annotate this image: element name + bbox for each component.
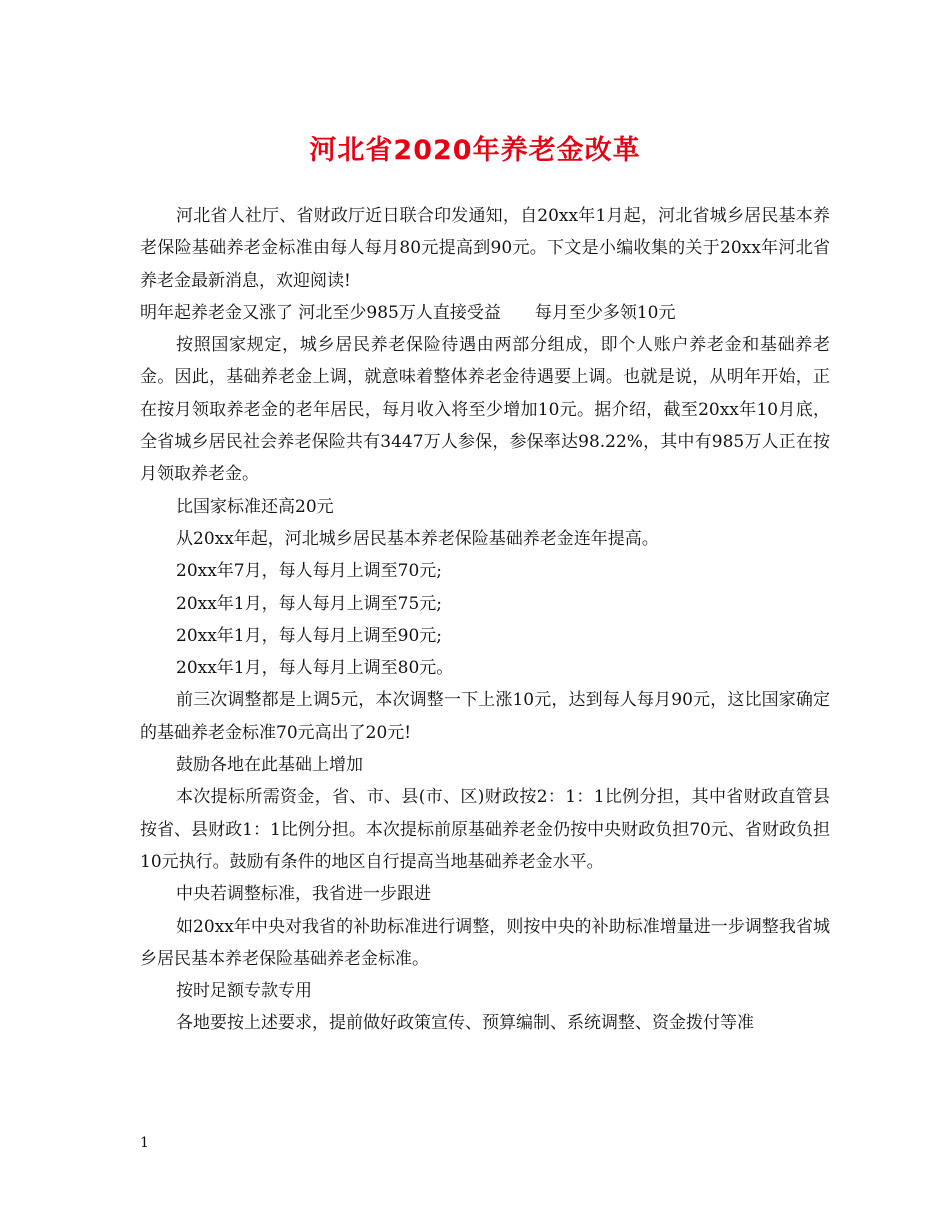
subheading-encourage-local: 鼓励各地在此基础上增加	[176, 755, 363, 776]
paragraph-annual-raise: 从20xx年起，河北城乡居民基本养老保险基础养老金连年提高。	[176, 528, 659, 549]
document-body	[140, 200, 830, 1040]
document-title: 河北省2020年养老金改革	[309, 135, 641, 166]
list-item-raise-4: 20xx年1月，每人每月上调至80元。	[176, 658, 454, 679]
subheading-follow-central: 中央若调整标准，我省进一步跟进	[176, 884, 431, 905]
paragraph-national-rules: 按照国家规定，城乡居民养老保险待遇由两部分组成，即个人账户养老金和基础养老金。因此，基础养老金上调，就意味着整体养老金待遇要上调。也就是说，从明年开始，正在按月领取养老金的老年居民，每月收入将至少增加10元。据介绍，截至20xx年10月底，全省城乡居民社会养老保险共有3447万人参保，参保率达98.22%，其中有985万人正在按月领取养老金。	[140, 335, 830, 485]
paragraph-central-adjustment: 如20xx年中央对我省的补助标准进行调整，则按中央的补助标准增量进一步调整我省城乡居民基本养老保险基础养老金标准。	[140, 916, 830, 969]
list-item-raise-2: 20xx年1月，每人每月上调至75元;	[176, 593, 442, 614]
subheading-dedicated-funds: 按时足额专款专用	[176, 981, 312, 1002]
subheading-higher-than-national: 比国家标准还高20元	[176, 496, 334, 517]
paragraph-adjustment-summary: 前三次调整都是上调5元，本次调整一下上涨10元，达到每人每月90元，这比国家确定的基础养老金标准70元高出了20元!	[140, 690, 830, 743]
list-item-raise-3: 20xx年1月，每人每月上调至90元;	[176, 625, 442, 646]
page-number: 1	[140, 1135, 149, 1151]
paragraph-headline: 明年起养老金又涨了 河北至少985万人直接受益 每月至少多领10元	[140, 302, 676, 323]
paragraph-local-preparation: 各地要按上述要求，提前做好政策宣传、预算编制、系统调整、资金拨付等准	[176, 1013, 754, 1034]
paragraph-funding-share: 本次提标所需资金，省、市、县(市、区)财政按2：1：1比例分担，其中省财政直管县按省、县财政1：1比例分担。本次提标前原基础养老金仍按中央财政负担70元、省财政负担10元执行。鼓励有条件的地区自行提高当地基础养老金水平。	[140, 787, 830, 872]
list-item-raise-1: 20xx年7月，每人每月上调至70元;	[176, 561, 442, 582]
paragraph-intro: 河北省人社厅、省财政厅近日联合印发通知，自20xx年1月起，河北省城乡居民基本养老保险基础养老金标准由每人每月80元提高到90元。下文是小编收集的关于20xx年河北省养老金最新消息，欢迎阅读!	[140, 206, 830, 291]
